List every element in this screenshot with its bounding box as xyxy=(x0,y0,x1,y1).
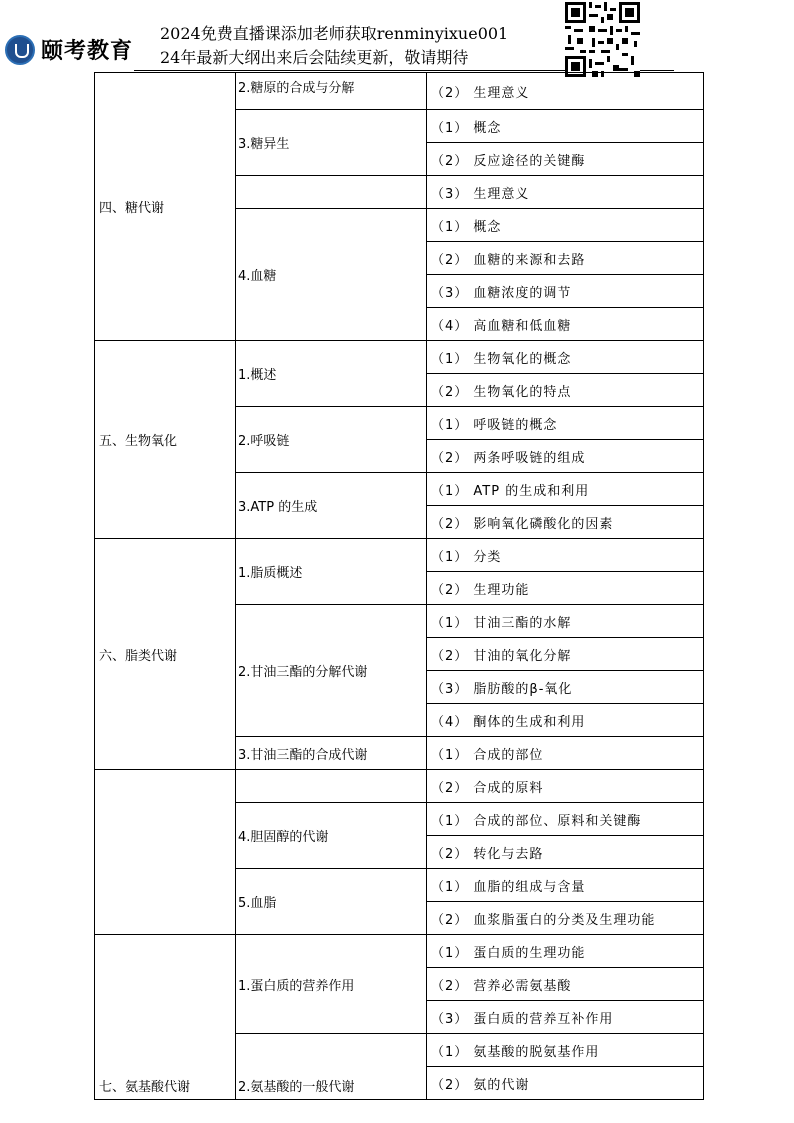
section-cell: 2.糖原的合成与分解 xyxy=(236,73,427,110)
table-row xyxy=(95,539,704,572)
topic-cell: （1） ATP 的生成和利用 xyxy=(427,473,704,506)
topic-cell: （2） 甘油的氧化分解 xyxy=(427,638,704,671)
topic-cell: （3） 血糖浓度的调节 xyxy=(427,275,704,308)
section-cell: 4.血糖 xyxy=(236,209,427,341)
chapter-cell: 五、生物氧化 xyxy=(95,341,236,539)
topic-cell: （1） 合成的部位 xyxy=(427,737,704,770)
chapter-cell-empty xyxy=(95,770,236,935)
header-line-1: 2024免费直播课添加老师获取renminyixue001 xyxy=(160,24,509,43)
topic-cell: （3） 生理意义 xyxy=(427,176,704,209)
topic-cell: （2） 血糖的来源和去路 xyxy=(427,242,704,275)
topic-cell: （2） 生理意义 xyxy=(427,73,704,110)
section-cell: 2.甘油三酯的分解代谢 xyxy=(236,605,427,737)
topic-cell: （1） 合成的部位、原料和关键酶 xyxy=(427,803,704,836)
section-cell: 2.呼吸链 xyxy=(236,407,427,473)
topic-cell: （1） 分类 xyxy=(427,539,704,572)
syllabus-table xyxy=(94,72,704,1100)
header-notice xyxy=(160,22,508,70)
brand-name: 颐考教育 xyxy=(41,39,134,64)
topic-cell: （1） 生物氧化的概念 xyxy=(427,341,704,374)
topic-cell: （1） 氨基酸的脱氨基作用 xyxy=(427,1034,704,1067)
topic-cell: （1） 呼吸链的概念 xyxy=(427,407,704,440)
topic-cell: （2） 氨的代谢 xyxy=(427,1067,704,1100)
qr-code-icon xyxy=(565,2,640,77)
topic-cell: （4） 酮体的生成和利用 xyxy=(427,704,704,737)
chapter-cell: 七、氨基酸代谢 xyxy=(95,935,236,1100)
table-row xyxy=(95,770,704,803)
section-cell-empty xyxy=(236,770,427,803)
topic-cell: （1） 甘油三酯的水解 xyxy=(427,605,704,638)
section-cell: 3.甘油三酯的合成代谢 xyxy=(236,737,427,770)
section-cell: 3.糖异生 xyxy=(236,110,427,176)
header-line-2: 24年最新大纲出来后会陆续更新，敬请期待 xyxy=(160,48,469,67)
logo-emblem-icon xyxy=(5,35,35,65)
table-row xyxy=(95,73,704,110)
chapter-cell: 六、脂类代谢 xyxy=(95,539,236,770)
topic-cell: （2） 生理功能 xyxy=(427,572,704,605)
section-cell: 1.脂质概述 xyxy=(236,539,427,605)
topic-cell: （2） 影响氧化磷酸化的因素 xyxy=(427,506,704,539)
section-cell: 1.概述 xyxy=(236,341,427,407)
topic-cell: （2） 反应途径的关键酶 xyxy=(427,143,704,176)
topic-cell: （3） 蛋白质的营养互补作用 xyxy=(427,1001,704,1034)
topic-cell: （2） 两条呼吸链的组成 xyxy=(427,440,704,473)
topic-cell: （4） 高血糖和低血糖 xyxy=(427,308,704,341)
section-cell-empty xyxy=(236,176,427,209)
topic-cell: （2） 转化与去路 xyxy=(427,836,704,869)
section-cell: 2.氨基酸的一般代谢 xyxy=(236,1034,427,1100)
section-cell: 3.ATP 的生成 xyxy=(236,473,427,539)
section-cell: 5.血脂 xyxy=(236,869,427,935)
section-cell: 1.蛋白质的营养作用 xyxy=(236,935,427,1034)
brand-logo xyxy=(5,34,133,65)
table-row xyxy=(95,935,704,968)
topic-cell: （2） 生物氧化的特点 xyxy=(427,374,704,407)
topic-cell: （1） 概念 xyxy=(427,209,704,242)
topic-cell: （1） 蛋白质的生理功能 xyxy=(427,935,704,968)
topic-cell: （2） 合成的原料 xyxy=(427,770,704,803)
chapter-cell: 四、糖代谢 xyxy=(95,73,236,341)
topic-cell: （2） 营养必需氨基酸 xyxy=(427,968,704,1001)
section-cell: 4.胆固醇的代谢 xyxy=(236,803,427,869)
topic-cell: （2） 血浆脂蛋白的分类及生理功能 xyxy=(427,902,704,935)
topic-cell: （3） 脂肪酸的β-氧化 xyxy=(427,671,704,704)
table-row xyxy=(95,341,704,374)
topic-cell: （1） 概念 xyxy=(427,110,704,143)
topic-cell: （1） 血脂的组成与含量 xyxy=(427,869,704,902)
